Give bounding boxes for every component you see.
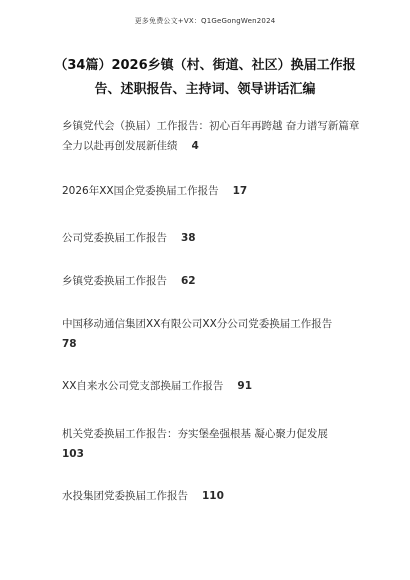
toc-entry-page: 17 bbox=[232, 185, 248, 197]
toc-entry-text: 机关党委换届工作报告：夯实堡垒强根基 凝心聚力促发展 bbox=[62, 428, 328, 440]
toc-entry[interactable] bbox=[62, 424, 362, 464]
toc-entry-text: 公司党委换届工作报告 bbox=[62, 232, 167, 244]
toc-entry[interactable] bbox=[62, 116, 362, 156]
toc-entry-page: 78 bbox=[62, 338, 77, 350]
toc-entry[interactable] bbox=[62, 314, 362, 354]
toc-entry-page: 110 bbox=[202, 490, 224, 502]
toc-entry-page: 103 bbox=[62, 448, 84, 460]
toc-entry-text: 2026年XX国企党委换届工作报告 bbox=[62, 185, 219, 197]
toc-entry[interactable] bbox=[62, 271, 362, 291]
toc-entry-text: XX自来水公司党支部换届工作报告 bbox=[62, 380, 224, 392]
toc-entry-text: 乡镇党代会（换届）工作报告：初心百年再跨越 奋力谱写新篇章 全力以赴再创发展新佳绩 bbox=[62, 120, 360, 152]
toc-entry[interactable] bbox=[62, 376, 362, 396]
toc-entry-page: 62 bbox=[181, 275, 196, 287]
toc-entry-page: 38 bbox=[181, 232, 196, 244]
toc-entry-text: 水投集团党委换届工作报告 bbox=[62, 490, 188, 502]
toc-entry-page: 4 bbox=[191, 140, 199, 152]
toc-entry[interactable] bbox=[62, 486, 362, 506]
document-title: （34篇）2026乡镇（村、街道、社区）换届工作报告、述职报告、主持词、领导讲话汇编 bbox=[54, 58, 356, 97]
toc-entry[interactable] bbox=[62, 228, 362, 248]
header-note: 更多免费公文+VX：Q1GeGongWen2024 bbox=[134, 17, 276, 25]
toc-entry-text: 乡镇党委换届工作报告 bbox=[62, 275, 167, 287]
toc-entry-text: 中国移动通信集团XX有限公司XX分公司党委换届工作报告 bbox=[62, 318, 333, 330]
toc-entry-page: 91 bbox=[237, 380, 253, 392]
toc-entry[interactable] bbox=[62, 181, 362, 201]
